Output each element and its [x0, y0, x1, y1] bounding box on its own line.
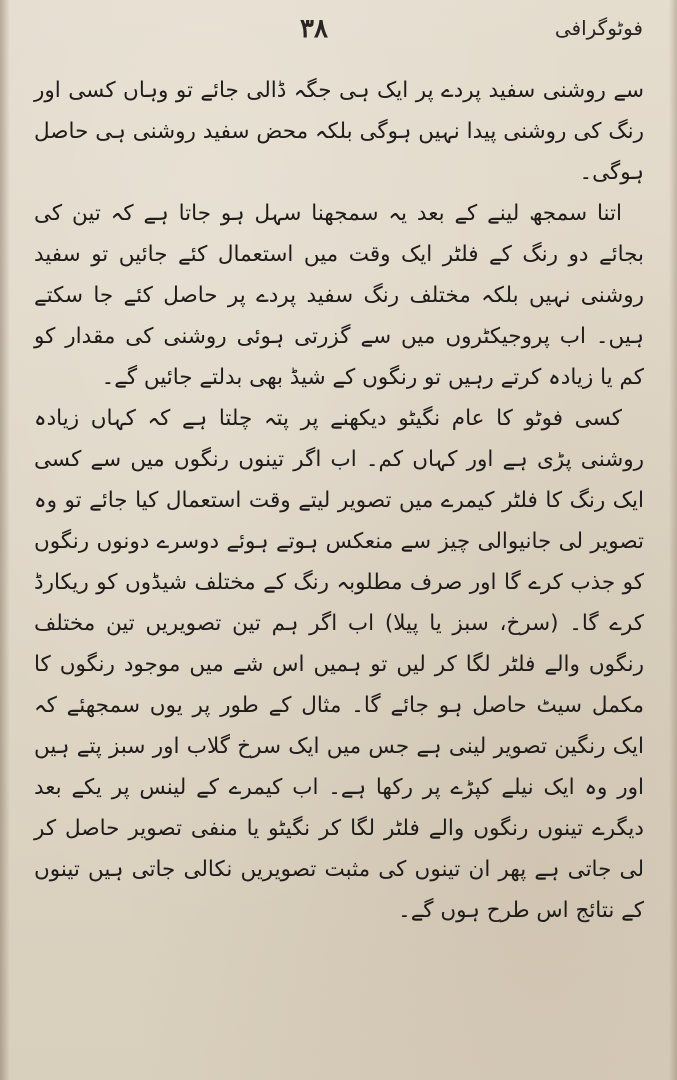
page-header — [0, 10, 677, 54]
paragraph-1: سے روشنی سفید پردے پر ایک ہی جگہ ڈالی جائے تو وہاں کسی اور رنگ کی روشنی پیدا نہیں ہوگی بلکہ محض سفید روشنی ہی حاصل ہوگی۔ — [34, 78, 644, 185]
paragraph-2: اتنا سمجھ لینے کے بعد یہ سمجھنا سہل ہو جاتا ہے کہ تین کی بجائے دو رنگ کے فلٹر ایک وقت میں استعمال کئے جائیں تو سفید روشنی نہیں بلکہ مختلف رنگ سفید پردے پر حاصل کئے جا سکتے ہیں۔ اب پروجیکٹروں میں سے گزرتی ہوئی روشنی کی مقدار کو کم یا زیادہ کرتے رہیں تو رنگوں کے شیڈ بھی بدلتے جائیں گے۔ — [34, 201, 644, 390]
running-title: فوٹوگرافی — [554, 16, 643, 40]
page-edge-shadow-left — [0, 0, 10, 1080]
body-text — [34, 70, 644, 931]
page-number: ۳۸ — [300, 14, 328, 44]
paragraph-3: کسی فوٹو کا عام نگیٹو دیکھنے پر پتہ چلتا ہے کہ کہاں زیادہ روشنی پڑی ہے اور کہاں کم۔ اب اگر تینوں رنگوں میں سے کسی ایک رنگ کا فلٹر کیمرے میں تصویر لیتے وقت استعمال کیا جائے تو وہ تصویر لی جانیوالی چیز سے منعکس ہوتے ہوئے دوسرے دونوں رنگوں کو جذب کرے گا اور صرف مطلوبہ رنگ کے مختلف شیڈوں کو ریکارڈ کرے گا۔ (سرخ، سبز یا پیلا) اب اگر ہم تین تصویریں تین مختلف رنگوں والے فلٹر لگا کر لیں تو ہمیں اس شے میں موجود رنگوں کا مکمل سیٹ حاصل ہو جائے گا۔ مثال کے طور پر یوں سمجھئے کہ ایک رنگین تصویر لینی ہے جس میں ایک سرخ گلاب اور سبز پتے ہیں اور وہ ایک نیلے کپڑے پر رکھا ہے۔ اب کیمرے کے لینس پر یکے بعد دیگرے تینوں رنگوں والے فلٹر لگا کر نگیٹو یا منفی تصویر حاصل کر لی جاتی ہے پھر ان تینوں کی مثبت تصویریں نکالی جاتی ہیں تینوں کے نتائج اس طرح ہوں گے۔ — [34, 406, 644, 923]
page-edge-shadow-right — [669, 0, 677, 1080]
